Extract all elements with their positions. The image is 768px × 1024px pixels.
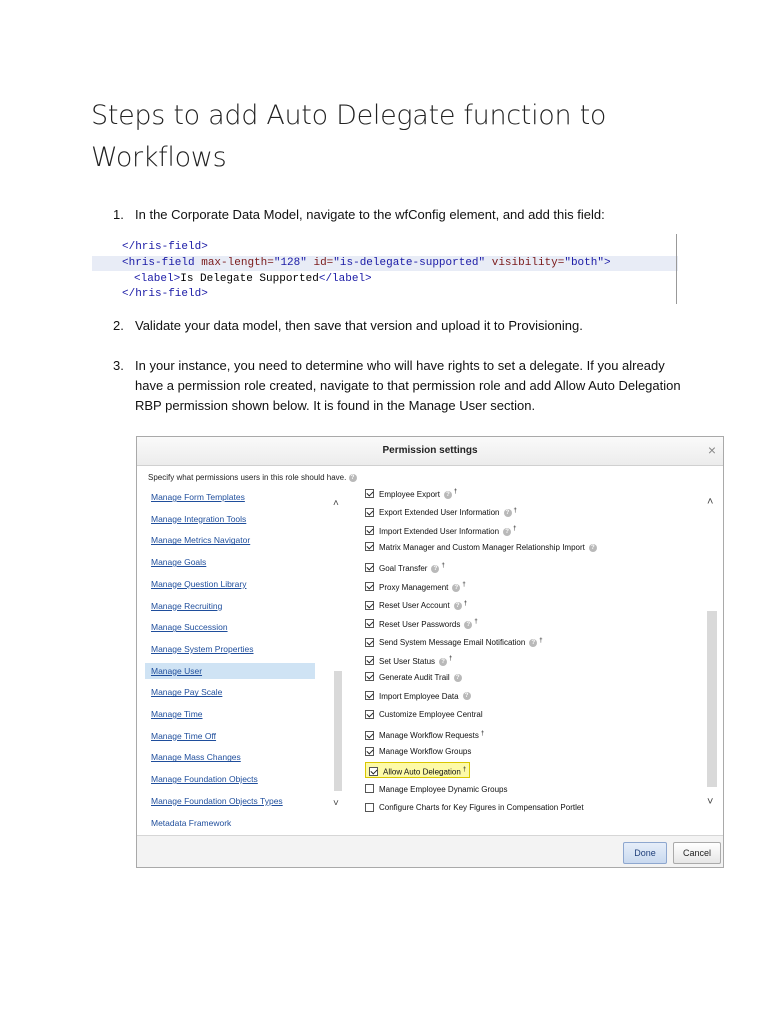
permission-item	[365, 669, 705, 687]
permission-checkbox[interactable]	[365, 747, 374, 756]
permission-label: Reset User Passwords	[379, 619, 461, 629]
close-icon[interactable]: ×	[707, 442, 717, 458]
permission-item	[365, 483, 705, 501]
step-number: 3.	[113, 358, 124, 373]
scroll-down-icon[interactable]: ˅	[333, 798, 339, 809]
dialog-instruction	[148, 473, 357, 482]
help-icon[interactable]: ?	[454, 602, 462, 610]
category-link[interactable]: Manage Time Off	[151, 730, 217, 741]
help-icon[interactable]: ?	[444, 491, 452, 499]
dagger-mark: †	[441, 563, 445, 570]
done-button[interactable]: Done	[623, 842, 667, 864]
help-icon[interactable]: ?	[439, 658, 447, 666]
help-icon[interactable]: ?	[349, 474, 357, 482]
dagger-mark: †	[463, 600, 468, 607]
permission-label: Manage Employee Dynamic Groups	[379, 784, 508, 794]
help-icon[interactable]: ?	[463, 692, 471, 700]
permission-checkbox[interactable]	[365, 710, 374, 719]
permission-checkbox[interactable]	[365, 508, 374, 517]
scroll-up-icon[interactable]: ˄	[707, 496, 714, 508]
permission-item	[365, 650, 705, 668]
permission-checkbox[interactable]	[365, 656, 374, 665]
permission-item	[365, 799, 705, 817]
dialog-footer	[137, 835, 723, 868]
dagger-mark: †	[513, 526, 517, 533]
permission-checkbox[interactable]	[365, 784, 374, 793]
highlight-box	[365, 762, 470, 778]
permission-item	[365, 576, 705, 594]
cancel-button[interactable]: Cancel	[673, 842, 721, 864]
permission-checkbox[interactable]	[365, 638, 374, 647]
step-text: Validate your data model, then save that version and upload it to Provisioning.	[135, 318, 583, 333]
permission-label: Proxy Management	[379, 582, 449, 592]
permission-checkbox[interactable]	[365, 672, 374, 681]
code-line-3: <label>Is Delegate Supported</label>	[134, 273, 372, 285]
code-line-1: </hris-field>	[122, 241, 208, 253]
category-link[interactable]: Manage Foundation Objects	[151, 774, 258, 785]
help-icon[interactable]: ?	[452, 584, 460, 592]
category-link[interactable]: Metadata Framework	[151, 817, 232, 827]
scroll-thumb[interactable]	[334, 671, 342, 791]
code-snippet	[92, 234, 678, 304]
permission-category-list	[145, 489, 315, 827]
category-link[interactable]: Manage Metrics Navigator	[151, 535, 251, 546]
scroll-up-icon[interactable]: ˄	[333, 498, 339, 509]
permission-label: Send System Message Email Notification	[379, 638, 526, 648]
permission-item	[365, 539, 705, 557]
permission-checkbox[interactable]	[365, 582, 374, 591]
permission-settings-dialog	[136, 436, 724, 868]
permission-item	[365, 613, 705, 631]
page-title: Steps to add Auto Delegate function to Workflows	[91, 100, 607, 173]
category-link[interactable]: Manage Question Library	[151, 578, 247, 589]
dagger-mark: †	[462, 582, 466, 588]
permission-item	[365, 743, 705, 761]
help-icon[interactable]: ?	[454, 674, 462, 682]
category-scrollbar[interactable]	[333, 489, 343, 819]
permission-label: Manage Workflow Groups	[379, 747, 472, 757]
permission-checkbox[interactable]	[365, 542, 374, 551]
permission-item	[365, 725, 705, 743]
category-link[interactable]: Manage System Properties	[151, 643, 254, 654]
permission-label: Import Employee Data	[379, 691, 459, 701]
permission-checkbox[interactable]	[365, 526, 374, 535]
dialog-header	[137, 437, 723, 466]
step-number: 1.	[113, 207, 124, 222]
permission-label: Generate Audit Trail	[379, 673, 450, 682]
permission-label: Allow Auto Delegation	[383, 767, 461, 777]
dagger-mark: †	[539, 637, 543, 644]
help-icon[interactable]: ?	[503, 528, 511, 536]
permission-checkbox[interactable]	[365, 731, 374, 740]
permission-item	[365, 632, 705, 650]
step-text: In your instance, you need to determine who will have rights to set a delegate. If you already have a permission role created, navigate to that permission role and add Allow Auto Delegation RBP permission shown below. It is found in the Manage User section.	[135, 358, 681, 413]
help-icon[interactable]: ?	[589, 544, 597, 552]
dagger-mark: †	[462, 767, 467, 773]
category-link[interactable]: Manage Mass Changes	[151, 752, 241, 763]
scroll-thumb[interactable]	[707, 611, 717, 787]
dagger-mark: †	[453, 489, 458, 495]
permission-label: Configure Charts for Key Figures in Compensation Portlet	[379, 803, 584, 813]
permission-label: Employee Export	[379, 489, 440, 499]
category-link[interactable]: Manage Pay Scale	[151, 687, 223, 698]
scroll-down-icon[interactable]: ˅	[707, 796, 714, 808]
permission-checkbox[interactable]	[365, 691, 374, 700]
help-icon[interactable]: ?	[431, 565, 439, 573]
permission-checkbox[interactable]	[365, 803, 374, 812]
permission-checkbox[interactable]	[365, 619, 374, 628]
permission-label: Set User Status	[379, 657, 436, 667]
permission-label: Import Extended User Information	[379, 526, 500, 536]
step-text: In the Corporate Data Model, navigate to the wfConfig element, and add this field:	[135, 207, 605, 222]
category-link[interactable]: Manage User	[145, 663, 315, 679]
permission-item	[365, 557, 705, 575]
permission-checkbox[interactable]	[365, 489, 374, 498]
code-line-4: </hris-field>	[122, 288, 208, 300]
category-link[interactable]: Manage Integration Tools	[151, 513, 247, 524]
category-link[interactable]: Manage Goals	[151, 557, 207, 568]
code-edge	[676, 234, 677, 304]
permission-label: Reset User Account	[379, 601, 450, 611]
permission-item	[365, 595, 705, 613]
permission-label: Customize Employee Central	[379, 710, 483, 720]
help-icon[interactable]: ?	[464, 621, 472, 629]
dagger-mark: †	[449, 656, 453, 663]
permission-label: Goal Transfer	[379, 564, 428, 574]
permission-label: Matrix Manager and Custom Manager Relationship Import	[379, 542, 585, 552]
permission-item	[365, 762, 705, 780]
dagger-mark: †	[474, 619, 478, 626]
code-line-2: <hris-field max-length="128" id="is-delegate-supported" visibility="both">	[92, 256, 678, 271]
permission-list	[365, 483, 705, 825]
permission-checkbox[interactable]	[365, 601, 374, 610]
permission-label: Export Extended User Information	[379, 508, 500, 518]
dialog-title: Permission settings	[382, 445, 478, 456]
dagger-mark: †	[513, 507, 517, 514]
permission-item	[365, 520, 705, 538]
permission-item	[365, 502, 705, 520]
permission-item	[365, 688, 705, 706]
step-number: 2.	[113, 318, 124, 333]
help-icon[interactable]: ?	[529, 639, 537, 647]
permission-scrollbar[interactable]	[705, 489, 719, 819]
permission-checkbox[interactable]	[369, 767, 378, 776]
help-icon[interactable]: ?	[504, 509, 512, 517]
permission-item	[365, 781, 705, 799]
permission-label: Manage Workflow Requests	[379, 731, 479, 741]
category-link[interactable]: Manage Time	[151, 709, 203, 719]
permission-checkbox[interactable]	[365, 563, 374, 572]
category-link[interactable]: Manage Recruiting	[151, 600, 223, 611]
category-link[interactable]: Manage Form Templates	[151, 492, 245, 502]
instruction-text: Specify what permissions users in this role should have.	[148, 473, 347, 482]
category-link[interactable]: Manage Succession	[151, 622, 228, 633]
category-link[interactable]: Manage Foundation Objects Types	[151, 795, 283, 806]
dagger-mark: †	[480, 730, 485, 737]
permission-item	[365, 706, 705, 724]
